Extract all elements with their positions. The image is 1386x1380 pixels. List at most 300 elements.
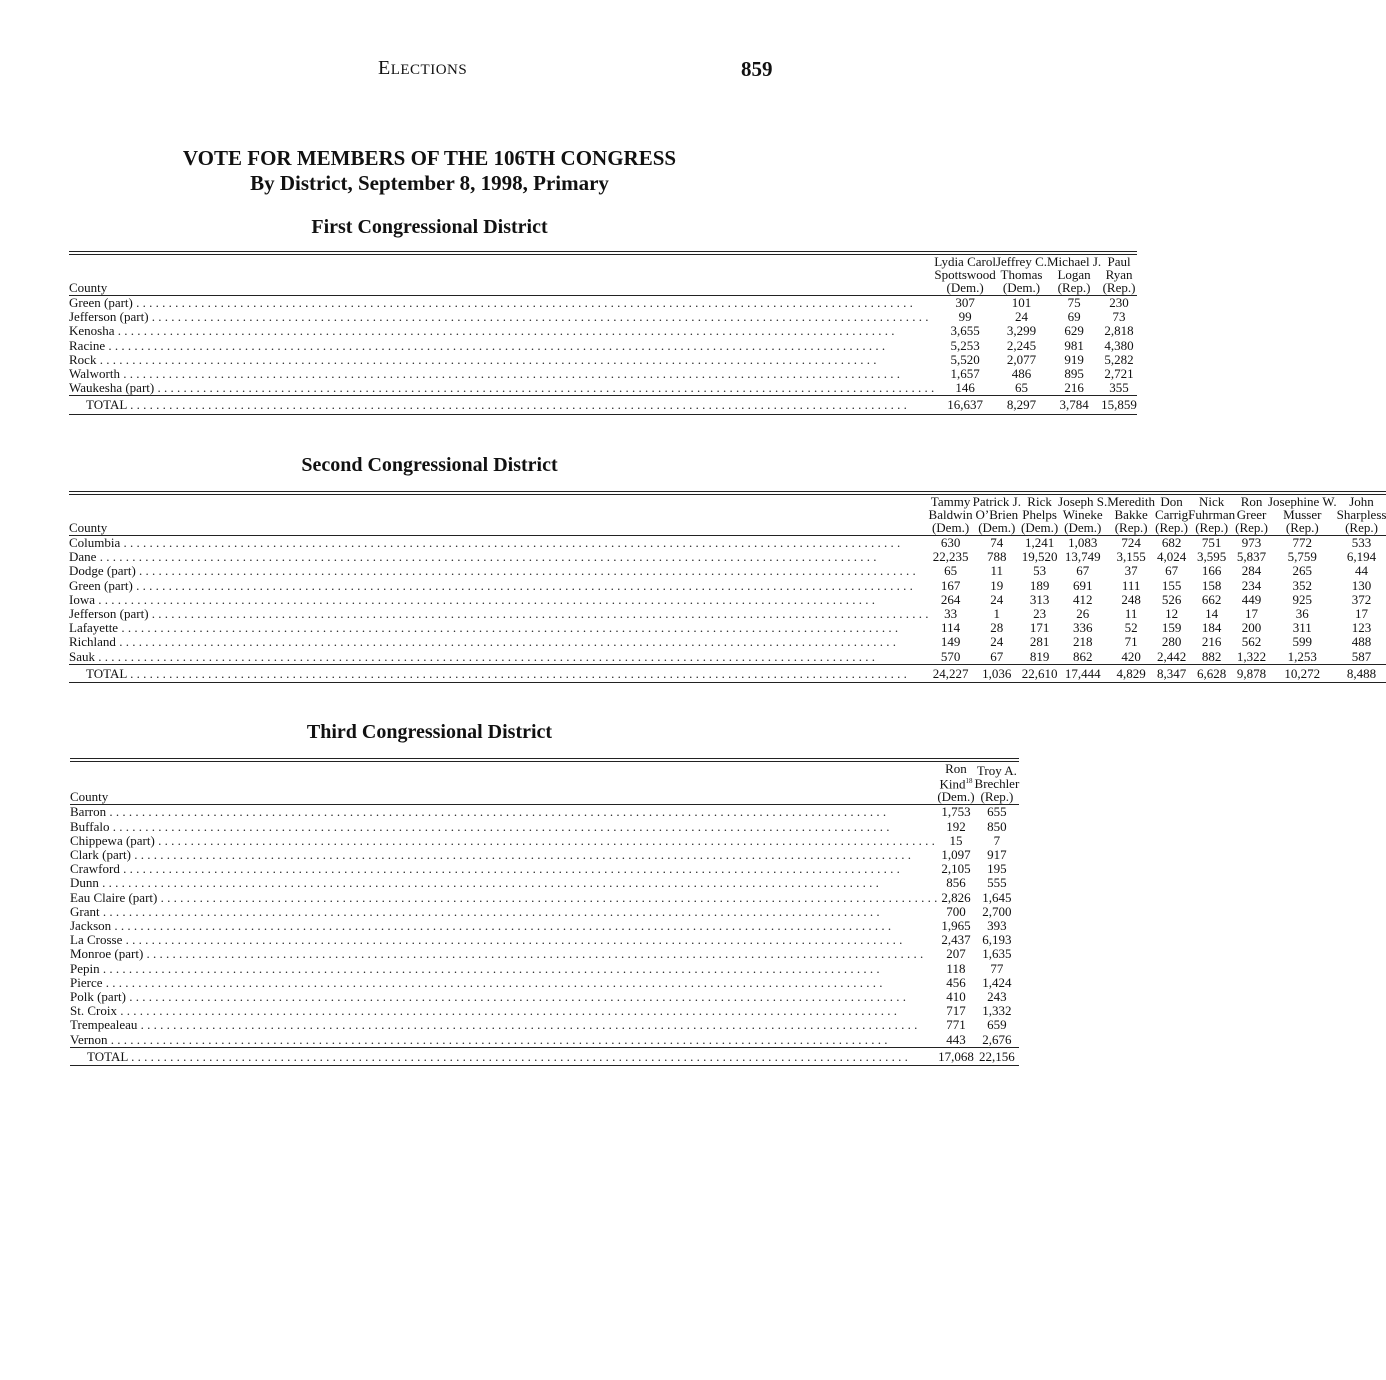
running-head-title: ELECTIONS: [378, 57, 468, 79]
vote-count: 311: [1292, 620, 1312, 636]
vote-count: 24: [1014, 309, 1028, 325]
vote-count: 1,635: [982, 946, 1012, 962]
vote-count: 788: [987, 549, 1007, 565]
vote-count: 856: [946, 875, 966, 891]
county-column-header: County: [70, 789, 109, 805]
vote-count: 2,700: [982, 903, 1012, 919]
vote-count: 682: [1161, 535, 1182, 550]
candidate-column-header: [1047, 253, 1101, 296]
vote-count: 587: [1351, 648, 1372, 664]
candidate-name-line: Wineke: [1062, 507, 1103, 522]
vote-count: 9,878: [1236, 665, 1267, 681]
vote-count: 123: [1351, 620, 1372, 636]
party-label: (Rep.): [980, 789, 1014, 805]
vote-count: 336: [1072, 620, 1093, 636]
vote-count: 412: [1072, 591, 1093, 607]
vote-count: 486: [1011, 366, 1032, 382]
candidate-name-line: Thomas: [1000, 267, 1043, 282]
first-district-table: [69, 251, 1137, 415]
candidate-column-header: [1021, 493, 1058, 536]
vote-count: 265: [1292, 563, 1313, 579]
county-name: Jefferson (part) . . . . . . . . . . . . . . . . . . . . . . . . . . . . . . . . . . . . . . . . . . . . . . . . . . . . . . . . . . . . . . . . . . . . . . . . . . . . . . . . . . . . . . . . . . . . . . . . . . . . . . . . . . . . . . . . . . . . . . . .: [69, 606, 929, 622]
second-district-heading: Second Congressional District: [301, 454, 558, 476]
vote-count: 6,193: [982, 932, 1012, 948]
vote-count: 19,520: [1021, 549, 1058, 565]
vote-count: 184: [1201, 620, 1222, 636]
candidate-name-line: Patrick J.: [972, 494, 1021, 509]
vote-count: 372: [1351, 591, 1372, 607]
vote-count: 629: [1064, 323, 1084, 339]
vote-count: 3,155: [1116, 549, 1146, 565]
party-label: (Rep.): [1114, 520, 1148, 535]
candidate-name-line: Kind$^{18}$: [939, 776, 973, 792]
table-row: [69, 635, 1386, 649]
table-row: [69, 564, 1386, 578]
county-name: Walworth . . . . . . . . . . . . . . . . . . . . . . . . . . . . . . . . . . . . . . . . . . . . . . . . . . . . . . . . . . . . . . . . . . . . . . . . . . . . . . . . . . . . . . . . . . . . . . . . . . . . . . . . . . . . . . . . . . . . . . . .: [69, 366, 900, 382]
candidate-name-line: Phelps: [1022, 507, 1057, 522]
party-label: (Rep.): [1235, 520, 1268, 535]
table-row: [70, 820, 1019, 834]
vote-count: 2,818: [1104, 323, 1134, 339]
candidate-name-line: O’Brien: [975, 507, 1019, 522]
vote-count: 248: [1121, 591, 1141, 607]
candidate-name-line: Rick: [1027, 494, 1052, 509]
county-name: TOTAL . . . . . . . . . . . . . . . . . . . . . . . . . . . . . . . . . . . . . . . . . . . . . . . . . . . . . . . . . . . . . . . . . . . . . . . . . . . . . . . . . . . . . . . . . . . . . . . . . . . . . . . . . . . . . . . . . . . . . . . .: [87, 1048, 908, 1064]
candidate-name-line: Joseph S.: [1058, 494, 1108, 509]
vote-count: 570: [940, 648, 961, 664]
party-label: (Rep.): [1057, 280, 1091, 295]
table-row: [69, 593, 1386, 607]
vote-count: 28: [990, 620, 1004, 636]
county-name: Iowa . . . . . . . . . . . . . . . . . . . . . . . . . . . . . . . . . . . . . . . . . . . . . . . . . . . . . . . . . . . . . . . . . . . . . . . . . . . . . . . . . . . . . . . . . . . . . . . . . . . . . . . . . . . . . . . . . . . . . . . .: [69, 591, 875, 607]
vote-count: 11: [990, 563, 1004, 579]
vote-count: 218: [1072, 634, 1093, 650]
county-name: Richland . . . . . . . . . . . . . . . . . . . . . . . . . . . . . . . . . . . . . . . . . . . . . . . . . . . . . . . . . . . . . . . . . . . . . . . . . . . . . . . . . . . . . . . . . . . . . . . . . . . . . . . . . . . . . . . . . . . . . . . .: [69, 634, 896, 650]
vote-count: 77: [990, 960, 1004, 976]
vote-count: 717: [946, 1003, 966, 1019]
table-row: [70, 933, 1019, 947]
candidate-column-header: [1058, 493, 1107, 536]
county-name: Chippewa (part) . . . . . . . . . . . . . . . . . . . . . . . . . . . . . . . . . . . . . . . . . . . . . . . . . . . . . . . . . . . . . . . . . . . . . . . . . . . . . . . . . . . . . . . . . . . . . . . . . . . . . . . . . . . . . . . . . . . . . . . .: [70, 832, 935, 848]
vote-count: 52: [1124, 620, 1138, 636]
vote-count: 2,077: [1006, 351, 1037, 367]
vote-count: 200: [1241, 620, 1262, 636]
vote-count: 4,380: [1104, 337, 1134, 353]
vote-count: 101: [1011, 295, 1032, 310]
candidate-column-header: [975, 760, 1020, 805]
vote-count: 37: [1124, 563, 1138, 579]
vote-count: 195: [987, 861, 1007, 877]
county-name: Lafayette . . . . . . . . . . . . . . . . . . . . . . . . . . . . . . . . . . . . . . . . . . . . . . . . . . . . . . . . . . . . . . . . . . . . . . . . . . . . . . . . . . . . . . . . . . . . . . . . . . . . . . . . . . . . . . . . . . . . . . . .: [69, 620, 899, 636]
candidate-name-line: Lydia Carol: [934, 254, 996, 269]
vote-count: 771: [946, 1017, 966, 1033]
county-name: Columbia . . . . . . . . . . . . . . . . . . . . . . . . . . . . . . . . . . . . . . . . . . . . . . . . . . . . . . . . . . . . . . . . . . . . . . . . . . . . . . . . . . . . . . . . . . . . . . . . . . . . . . . . . . . . . . . . . . . . . . . .: [69, 535, 901, 550]
vote-count: 449: [1241, 591, 1262, 607]
vote-count: 167: [940, 577, 961, 593]
county-name: Dane . . . . . . . . . . . . . . . . . . . . . . . . . . . . . . . . . . . . . . . . . . . . . . . . . . . . . . . . . . . . . . . . . . . . . . . . . . . . . . . . . . . . . . . . . . . . . . . . . . . . . . . . . . . . . . . . . . . . . . . .: [69, 549, 877, 565]
vote-count: 1,332: [982, 1003, 1012, 1019]
party-label: (Dem.): [946, 280, 984, 295]
vote-count: 284: [1241, 563, 1262, 579]
vote-count: 2,437: [941, 932, 971, 948]
vote-count: 3,299: [1006, 323, 1037, 339]
vote-count: 53: [1033, 563, 1047, 579]
county-name: Pepin . . . . . . . . . . . . . . . . . . . . . . . . . . . . . . . . . . . . . . . . . . . . . . . . . . . . . . . . . . . . . . . . . . . . . . . . . . . . . . . . . . . . . . . . . . . . . . . . . . . . . . . . . . . . . . . . . . . . . . . .: [70, 960, 880, 976]
vote-count: 33: [944, 606, 958, 622]
vote-count: 111: [1121, 577, 1141, 593]
vote-count: 24,227: [932, 665, 969, 681]
table-row: [69, 550, 1386, 564]
candidate-column-header: [934, 253, 996, 296]
vote-count: 166: [1201, 563, 1222, 579]
party-label: (Rep.): [1155, 520, 1188, 535]
vote-count: 973: [1241, 535, 1262, 550]
county-name: Kenosha . . . . . . . . . . . . . . . . . . . . . . . . . . . . . . . . . . . . . . . . . . . . . . . . . . . . . . . . . . . . . . . . . . . . . . . . . . . . . . . . . . . . . . . . . . . . . . . . . . . . . . . . . . . . . . . . . . . . . . . .: [69, 323, 895, 339]
candidate-name-line: Tammy: [930, 494, 971, 509]
table-row: [70, 805, 1019, 820]
vote-count: 1,241: [1024, 535, 1055, 550]
candidate-column-header: [937, 760, 974, 805]
page-title-line2: By District, September 8, 1998, Primary: [250, 171, 609, 195]
vote-count: 118: [946, 960, 966, 976]
vote-count: 526: [1161, 591, 1182, 607]
vote-count: 3,595: [1197, 549, 1227, 565]
footnote-marker: 18: [965, 777, 973, 785]
vote-count: 2,442: [1156, 648, 1187, 664]
county-column-header: County: [69, 280, 108, 295]
party-label: (Dem.): [931, 520, 970, 535]
table-row: [70, 862, 1019, 876]
vote-count: 1,965: [941, 917, 971, 933]
vote-count: 488: [1351, 634, 1372, 650]
vote-count: 819: [1029, 648, 1050, 664]
second-district-table: [69, 491, 1386, 683]
vote-count: 67: [1165, 563, 1179, 579]
vote-count: 420: [1121, 648, 1141, 664]
county-name: Vernon . . . . . . . . . . . . . . . . . . . . . . . . . . . . . . . . . . . . . . . . . . . . . . . . . . . . . . . . . . . . . . . . . . . . . . . . . . . . . . . . . . . . . . . . . . . . . . . . . . . . . . . . . . . . . . . . . . . . . . . .: [70, 1031, 888, 1047]
vote-count: 22,235: [932, 549, 969, 565]
vote-count: 882: [1201, 648, 1222, 664]
vote-count: 99: [958, 309, 972, 325]
candidate-name-line: John: [1349, 494, 1374, 509]
third-district-table: [70, 758, 1019, 1066]
vote-count: 2,245: [1006, 337, 1037, 353]
candidate-name-line: Fuhrman: [1188, 507, 1236, 522]
county-name: Grant . . . . . . . . . . . . . . . . . . . . . . . . . . . . . . . . . . . . . . . . . . . . . . . . . . . . . . . . . . . . . . . . . . . . . . . . . . . . . . . . . . . . . . . . . . . . . . . . . . . . . . . . . . . . . . . . . . . . . . . .: [70, 903, 880, 919]
total-row: [69, 396, 1137, 414]
running-head: [0, 57, 859, 83]
county-name: Pierce . . . . . . . . . . . . . . . . . . . . . . . . . . . . . . . . . . . . . . . . . . . . . . . . . . . . . . . . . . . . . . . . . . . . . . . . . . . . . . . . . . . . . . . . . . . . . . . . . . . . . . . . . . . . . . . . . . . . . . . .: [70, 974, 883, 990]
county-name: Sauk . . . . . . . . . . . . . . . . . . . . . . . . . . . . . . . . . . . . . . . . . . . . . . . . . . . . . . . . . . . . . . . . . . . . . . . . . . . . . . . . . . . . . . . . . . . . . . . . . . . . . . . . . . . . . . . . . . . . . . . .: [69, 648, 875, 664]
vote-count: 724: [1121, 535, 1141, 550]
vote-count: 67: [990, 648, 1004, 664]
vote-count: 3,655: [950, 323, 980, 339]
vote-count: 71: [1124, 634, 1138, 650]
vote-count: 1,322: [1236, 648, 1267, 664]
vote-count: 17: [1245, 606, 1259, 622]
candidate-column-header: [1188, 493, 1235, 536]
table-row: [70, 919, 1019, 933]
county-name: Buffalo . . . . . . . . . . . . . . . . . . . . . . . . . . . . . . . . . . . . . . . . . . . . . . . . . . . . . . . . . . . . . . . . . . . . . . . . . . . . . . . . . . . . . . . . . . . . . . . . . . . . . . . . . . . . . . . . . . . . . . . .: [70, 818, 890, 834]
vote-count: 149: [940, 634, 961, 650]
table-row: [69, 296, 1137, 311]
vote-count: 313: [1029, 591, 1050, 607]
vote-count: 192: [946, 818, 966, 834]
vote-count: 751: [1201, 535, 1222, 550]
vote-count: 981: [1064, 337, 1084, 353]
vote-count: 3,784: [1059, 397, 1089, 413]
vote-count: 24: [990, 591, 1004, 607]
vote-count: 69: [1067, 309, 1081, 325]
vote-count: 533: [1351, 535, 1372, 550]
vote-count: 1,253: [1287, 648, 1317, 664]
vote-count: 862: [1072, 648, 1093, 664]
table-row: [69, 324, 1137, 338]
county-name: Dodge (part) . . . . . . . . . . . . . . . . . . . . . . . . . . . . . . . . . . . . . . . . . . . . . . . . . . . . . . . . . . . . . . . . . . . . . . . . . . . . . . . . . . . . . . . . . . . . . . . . . . . . . . . . . . . . . . . . . . . . . . . .: [69, 563, 916, 579]
vote-count: 5,520: [950, 351, 980, 367]
candidate-name-line: Greer: [1236, 507, 1267, 522]
candidate-name-line: Brechler: [974, 776, 1020, 792]
vote-count: 1,657: [950, 366, 980, 382]
vote-count: 917: [987, 846, 1007, 862]
table-row: [69, 607, 1386, 621]
vote-count: 19: [990, 577, 1004, 593]
table-row: [70, 1004, 1019, 1018]
table-row: [70, 891, 1019, 905]
vote-count: 158: [1201, 577, 1222, 593]
candidate-column-header: [1101, 253, 1137, 296]
candidate-name-line: Nick: [1199, 494, 1225, 509]
vote-count: 1,083: [1068, 535, 1098, 550]
third-district-heading: Third Congressional District: [306, 721, 553, 743]
vote-count: 65: [944, 563, 958, 579]
candidate-column-header: [1235, 493, 1268, 536]
party-label: (Dem.): [978, 520, 1016, 535]
candidate-name-line: Paul: [1107, 254, 1131, 269]
county-name: Clark (part) . . . . . . . . . . . . . . . . . . . . . . . . . . . . . . . . . . . . . . . . . . . . . . . . . . . . . . . . . . . . . . . . . . . . . . . . . . . . . . . . . . . . . . . . . . . . . . . . . . . . . . . . . . . . . . . . . . . . . . . .: [70, 846, 912, 862]
county-column-header: County: [69, 520, 108, 535]
vote-count: 662: [1201, 591, 1222, 607]
table-row: [69, 536, 1386, 551]
vote-count: 599: [1292, 634, 1313, 650]
county-name: Green (part) . . . . . . . . . . . . . . . . . . . . . . . . . . . . . . . . . . . . . . . . . . . . . . . . . . . . . . . . . . . . . . . . . . . . . . . . . . . . . . . . . . . . . . . . . . . . . . . . . . . . . . . . . . . . . . . . . . . . . . . .: [69, 295, 913, 310]
county-name: Dunn . . . . . . . . . . . . . . . . . . . . . . . . . . . . . . . . . . . . . . . . . . . . . . . . . . . . . . . . . . . . . . . . . . . . . . . . . . . . . . . . . . . . . . . . . . . . . . . . . . . . . . . . . . . . . . . . . . . . . . . .: [70, 875, 879, 891]
table-row: [69, 353, 1137, 367]
vote-count: 264: [940, 591, 961, 607]
candidate-column-header: [929, 493, 973, 536]
vote-count: 355: [1109, 380, 1129, 396]
vote-count: 74: [990, 535, 1004, 550]
vote-count: 16,637: [947, 397, 983, 413]
party-label: (Dem.): [1002, 280, 1041, 295]
vote-count: 13,749: [1064, 549, 1101, 565]
vote-count: 925: [1292, 591, 1313, 607]
vote-count: 171: [1029, 620, 1050, 636]
vote-count: 562: [1241, 634, 1262, 650]
vote-count: 659: [987, 1017, 1007, 1033]
vote-count: 44: [1355, 563, 1369, 579]
vote-count: 895: [1064, 366, 1084, 382]
table-row: [70, 976, 1019, 990]
party-label: (Dem.): [937, 789, 975, 805]
vote-count: 2,721: [1104, 366, 1134, 382]
vote-count: 12: [1165, 606, 1179, 622]
total-row: [70, 1047, 1019, 1065]
county-name: Racine . . . . . . . . . . . . . . . . . . . . . . . . . . . . . . . . . . . . . . . . . . . . . . . . . . . . . . . . . . . . . . . . . . . . . . . . . . . . . . . . . . . . . . . . . . . . . . . . . . . . . . . . . . . . . . . . . . . . . . . .: [69, 337, 886, 353]
vote-count: 280: [1161, 634, 1182, 650]
county-name: TOTAL . . . . . . . . . . . . . . . . . . . . . . . . . . . . . . . . . . . . . . . . . . . . . . . . . . . . . . . . . . . . . . . . . . . . . . . . . . . . . . . . . . . . . . . . . . . . . . . . . . . . . . . . . . . . . . . . . . . . . . . .: [86, 665, 907, 681]
candidate-name-line: Carrig: [1154, 507, 1189, 522]
candidate-name-line: Michael J.: [1047, 254, 1102, 269]
vote-count: 73: [1112, 309, 1126, 325]
vote-count: 26: [1076, 606, 1090, 622]
candidate-name-line: Josephine W.: [1267, 494, 1337, 509]
county-name: Barron . . . . . . . . . . . . . . . . . . . . . . . . . . . . . . . . . . . . . . . . . . . . . . . . . . . . . . . . . . . . . . . . . . . . . . . . . . . . . . . . . . . . . . . . . . . . . . . . . . . . . . . . . . . . . . . . . . . . . . . .: [70, 804, 887, 820]
county-name: Waukesha (part) . . . . . . . . . . . . . . . . . . . . . . . . . . . . . . . . . . . . . . . . . . . . . . . . . . . . . . . . . . . . . . . . . . . . . . . . . . . . . . . . . . . . . . . . . . . . . . . . . . . . . . . . . . . . . . . . . . . . . . . .: [69, 380, 935, 396]
table-row: [69, 579, 1386, 593]
vote-count: 456: [946, 974, 966, 990]
party-label: (Dem.): [1020, 520, 1059, 535]
county-name: Jefferson (part) . . . . . . . . . . . . . . . . . . . . . . . . . . . . . . . . . . . . . . . . . . . . . . . . . . . . . . . . . . . . . . . . . . . . . . . . . . . . . . . . . . . . . . . . . . . . . . . . . . . . . . . . . . . . . . . . . . . . . . . .: [69, 309, 929, 325]
vote-count: 10,272: [1284, 665, 1321, 681]
vote-count: 1,036: [982, 665, 1012, 681]
candidate-name-line: Musser: [1283, 507, 1322, 522]
county-name: Trempealeau . . . . . . . . . . . . . . . . . . . . . . . . . . . . . . . . . . . . . . . . . . . . . . . . . . . . . . . . . . . . . . . . . . . . . . . . . . . . . . . . . . . . . . . . . . . . . . . . . . . . . . . . . . . . . . . . . . . . . . . .: [70, 1017, 918, 1033]
vote-count: 216: [1064, 380, 1084, 396]
page-number: 859: [741, 57, 773, 81]
candidate-name-line: Ron: [1240, 494, 1263, 509]
vote-count: 189: [1029, 577, 1050, 593]
vote-count: 36: [1295, 606, 1309, 622]
vote-count: 630: [940, 535, 961, 550]
vote-count: 8,347: [1156, 665, 1187, 681]
vote-count: 207: [946, 946, 966, 962]
vote-count: 22,156: [979, 1048, 1015, 1064]
table-row: [70, 1033, 1019, 1048]
candidate-name-line: Ryan: [1105, 267, 1133, 282]
vote-count: 15,859: [1101, 397, 1137, 413]
candidate-column-header: [1337, 493, 1386, 536]
county-name: Polk (part) . . . . . . . . . . . . . . . . . . . . . . . . . . . . . . . . . . . . . . . . . . . . . . . . . . . . . . . . . . . . . . . . . . . . . . . . . . . . . . . . . . . . . . . . . . . . . . . . . . . . . . . . . . . . . . . . . . . . . . . .: [70, 988, 906, 1004]
party-label: (Rep.): [1195, 520, 1229, 535]
total-row: [69, 664, 1386, 682]
vote-count: 22,610: [1021, 665, 1058, 681]
candidate-name-line: Sharpless: [1336, 507, 1386, 522]
candidate-column-header: [1155, 493, 1188, 536]
table-row: [69, 621, 1386, 635]
table-row: [70, 848, 1019, 862]
vote-count: 410: [946, 988, 966, 1004]
vote-count: 8,297: [1006, 397, 1037, 413]
candidate-name-line: Don: [1160, 494, 1183, 509]
vote-count: 15: [949, 832, 963, 848]
vote-count: 6,194: [1346, 549, 1377, 565]
vote-count: 691: [1072, 577, 1093, 593]
vote-count: 772: [1292, 535, 1313, 550]
vote-count: 8,488: [1346, 665, 1377, 681]
vote-count: 4,829: [1116, 665, 1146, 681]
table-row: [70, 990, 1019, 1004]
vote-count: 17: [1355, 606, 1369, 622]
table-row: [70, 876, 1019, 890]
vote-count: 655: [987, 804, 1007, 820]
county-name: La Crosse . . . . . . . . . . . . . . . . . . . . . . . . . . . . . . . . . . . . . . . . . . . . . . . . . . . . . . . . . . . . . . . . . . . . . . . . . . . . . . . . . . . . . . . . . . . . . . . . . . . . . . . . . . . . . . . . . . . . . . . .: [70, 932, 903, 948]
county-name: Monroe (part) . . . . . . . . . . . . . . . . . . . . . . . . . . . . . . . . . . . . . . . . . . . . . . . . . . . . . . . . . . . . . . . . . . . . . . . . . . . . . . . . . . . . . . . . . . . . . . . . . . . . . . . . . . . . . . . . . . . . . . . .: [70, 946, 924, 962]
table-row: [69, 381, 1137, 396]
page-title-line1: VOTE FOR MEMBERS OF THE 106TH CONGRESS: [182, 146, 677, 170]
vote-count: 23: [1033, 606, 1047, 622]
candidate-column-header: [973, 493, 1021, 536]
vote-count: 1: [993, 606, 1001, 622]
county-name: Eau Claire (part) . . . . . . . . . . . . . . . . . . . . . . . . . . . . . . . . . . . . . . . . . . . . . . . . . . . . . . . . . . . . . . . . . . . . . . . . . . . . . . . . . . . . . . . . . . . . . . . . . . . . . . . . . . . . . . . . . . . . . . . .: [70, 889, 938, 905]
vote-count: 2,676: [982, 1031, 1012, 1047]
page-title: [0, 146, 859, 196]
vote-count: 393: [987, 917, 1007, 933]
vote-count: 5,837: [1236, 549, 1267, 565]
vote-count: 919: [1064, 351, 1084, 367]
vote-count: 7: [993, 832, 1001, 848]
vote-count: 555: [987, 875, 1007, 891]
candidate-name-line: Ron: [945, 761, 967, 776]
candidate-column-header: [1107, 493, 1155, 536]
table-row: [70, 947, 1019, 961]
vote-count: 281: [1029, 634, 1050, 650]
table-row: [70, 962, 1019, 976]
vote-count: 11: [1124, 606, 1138, 622]
vote-count: 234: [1241, 577, 1262, 593]
vote-count: 230: [1109, 295, 1129, 310]
vote-count: 4,024: [1156, 549, 1187, 565]
county-name: Jackson . . . . . . . . . . . . . . . . . . . . . . . . . . . . . . . . . . . . . . . . . . . . . . . . . . . . . . . . . . . . . . . . . . . . . . . . . . . . . . . . . . . . . . . . . . . . . . . . . . . . . . . . . . . . . . . . . . . . . . . .: [70, 917, 892, 933]
vote-count: 5,759: [1287, 549, 1317, 565]
vote-count: 443: [946, 1031, 966, 1047]
vote-count: 1,645: [982, 889, 1012, 905]
table-row: [70, 834, 1019, 848]
candidate-name-line: Baldwin: [928, 507, 973, 522]
vote-count: 65: [1014, 380, 1028, 396]
party-label: (Rep.): [1102, 280, 1136, 295]
vote-count: 130: [1351, 577, 1372, 593]
county-name: Crawford . . . . . . . . . . . . . . . . . . . . . . . . . . . . . . . . . . . . . . . . . . . . . . . . . . . . . . . . . . . . . . . . . . . . . . . . . . . . . . . . . . . . . . . . . . . . . . . . . . . . . . . . . . . . . . . . . . . . . . . .: [70, 861, 900, 877]
vote-count: 75: [1067, 295, 1081, 310]
table-row: [69, 339, 1137, 353]
vote-count: 307: [955, 295, 975, 310]
vote-count: 216: [1201, 634, 1222, 650]
vote-count: 24: [990, 634, 1004, 650]
vote-count: 5,282: [1104, 351, 1134, 367]
vote-count: 146: [955, 380, 975, 396]
vote-count: 850: [987, 818, 1007, 834]
vote-count: 2,826: [941, 889, 971, 905]
county-name: Green (part) . . . . . . . . . . . . . . . . . . . . . . . . . . . . . . . . . . . . . . . . . . . . . . . . . . . . . . . . . . . . . . . . . . . . . . . . . . . . . . . . . . . . . . . . . . . . . . . . . . . . . . . . . . . . . . . . . . . . . . . .: [69, 577, 913, 593]
vote-count: 114: [941, 620, 961, 636]
vote-count: 243: [987, 988, 1007, 1004]
vote-count: 6,628: [1197, 665, 1227, 681]
table-row: [70, 905, 1019, 919]
vote-count: 2,105: [941, 861, 971, 877]
party-label: (Dem.): [1064, 520, 1102, 535]
candidate-name-line: Logan: [1057, 267, 1091, 282]
table-row: [69, 310, 1137, 324]
county-name: Rock . . . . . . . . . . . . . . . . . . . . . . . . . . . . . . . . . . . . . . . . . . . . . . . . . . . . . . . . . . . . . . . . . . . . . . . . . . . . . . . . . . . . . . . . . . . . . . . . . . . . . . . . . . . . . . . . . . . . . . . .: [69, 351, 877, 367]
table-row: [70, 1018, 1019, 1032]
candidate-name-line: Spottswood: [934, 267, 996, 282]
table-row: [69, 367, 1137, 381]
party-label: (Rep.): [1345, 520, 1378, 535]
vote-count: 1,424: [982, 974, 1012, 990]
vote-count: 352: [1292, 577, 1313, 593]
candidate-name-line: Bakke: [1114, 507, 1148, 522]
